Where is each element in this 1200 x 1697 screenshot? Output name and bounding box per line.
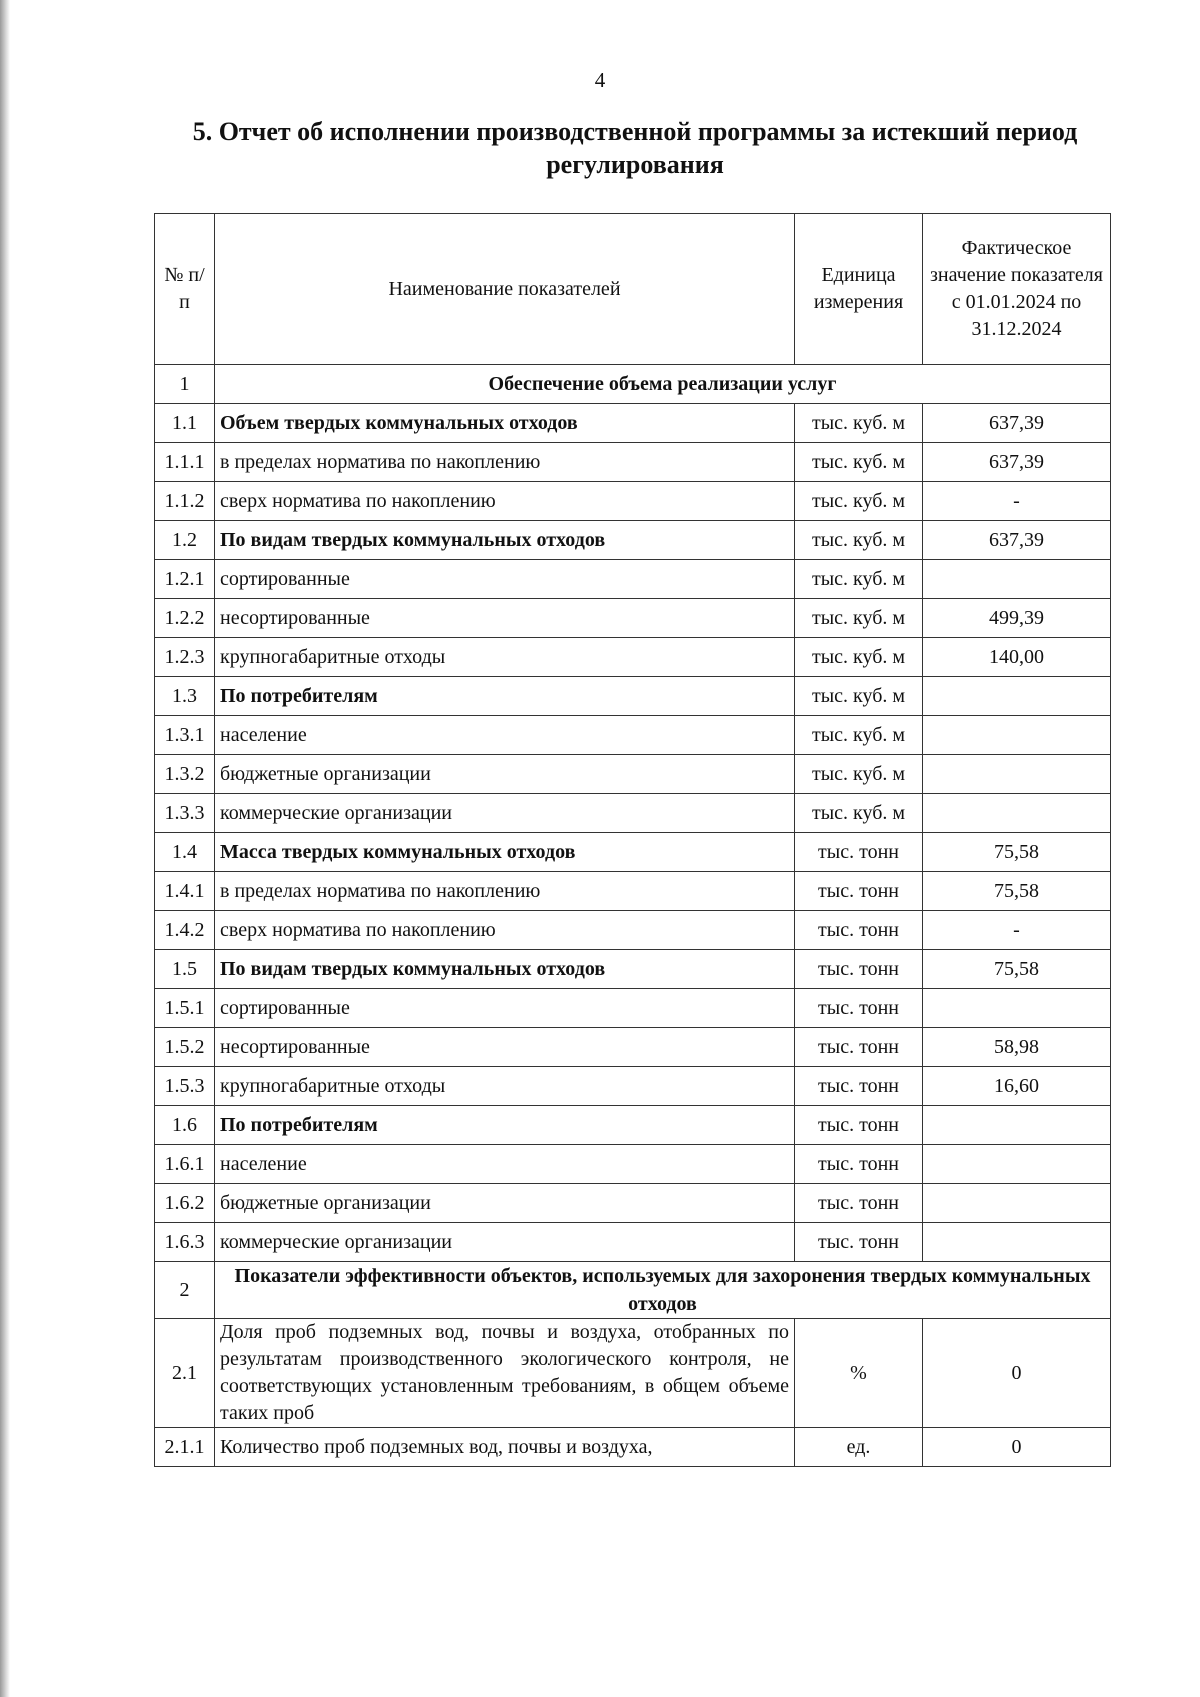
row-name: По потребителям bbox=[215, 1106, 795, 1145]
table-row bbox=[155, 599, 1111, 638]
table-body-section-2 bbox=[155, 1262, 1111, 1467]
row-name: крупногабаритные отходы bbox=[215, 638, 795, 677]
table-row bbox=[155, 443, 1111, 482]
section-num: 2 bbox=[155, 1262, 215, 1319]
section-title: Обеспечение объема реализации услуг bbox=[215, 365, 1111, 404]
header-row bbox=[155, 214, 1111, 365]
section-row bbox=[155, 1262, 1111, 1319]
row-num: 1.6.2 bbox=[155, 1184, 215, 1223]
row-value: 140,00 bbox=[923, 638, 1111, 677]
section-row bbox=[155, 365, 1111, 404]
row-value bbox=[923, 716, 1111, 755]
row-value: 75,58 bbox=[923, 833, 1111, 872]
row-name: коммерческие организации bbox=[215, 794, 795, 833]
table-row bbox=[155, 794, 1111, 833]
row-unit: тыс. тонн bbox=[795, 989, 923, 1028]
row-num: 2.1.1 bbox=[155, 1428, 215, 1467]
row-num: 1.1.2 bbox=[155, 482, 215, 521]
row-name: Доля проб подземных вод, почвы и воздуха, отобранных по результатам производственного экологического контроля, не соответствующих установленным требованиям, в общем объеме таких проб bbox=[215, 1319, 795, 1428]
row-value: 637,39 bbox=[923, 521, 1111, 560]
row-value: 0 bbox=[923, 1319, 1111, 1428]
row-unit: тыс. тонн bbox=[795, 1223, 923, 1262]
row-unit: тыс. куб. м bbox=[795, 755, 923, 794]
row-name: сортированные bbox=[215, 560, 795, 599]
row-unit: тыс. тонн bbox=[795, 1106, 923, 1145]
table-row bbox=[155, 1106, 1111, 1145]
row-num: 2.1 bbox=[155, 1319, 215, 1428]
page-number: 4 bbox=[594, 68, 606, 92]
section-title: Показатели эффективности объектов, используемых для захоронения твердых коммунальных отходов bbox=[215, 1262, 1111, 1319]
row-unit: % bbox=[795, 1319, 923, 1428]
row-num: 1.4.1 bbox=[155, 872, 215, 911]
section-num: 1 bbox=[155, 365, 215, 404]
header-unit: Единица измерения bbox=[795, 214, 923, 365]
row-name: в пределах норматива по накоплению bbox=[215, 443, 795, 482]
table-row bbox=[155, 950, 1111, 989]
row-num: 1.6 bbox=[155, 1106, 215, 1145]
row-num: 1.4.2 bbox=[155, 911, 215, 950]
row-name: бюджетные организации bbox=[215, 755, 795, 794]
row-num: 1.3.1 bbox=[155, 716, 215, 755]
table-row bbox=[155, 1223, 1111, 1262]
table-row bbox=[155, 755, 1111, 794]
row-num: 1.5 bbox=[155, 950, 215, 989]
table-row bbox=[155, 1184, 1111, 1223]
table-row bbox=[155, 872, 1111, 911]
row-name: сверх норматива по накоплению bbox=[215, 911, 795, 950]
row-value: 0 bbox=[923, 1428, 1111, 1467]
row-unit: тыс. куб. м bbox=[795, 560, 923, 599]
report-table bbox=[154, 213, 1111, 1467]
row-num: 1.5.1 bbox=[155, 989, 215, 1028]
table-row bbox=[155, 560, 1111, 599]
row-num: 1.1 bbox=[155, 404, 215, 443]
table-row bbox=[155, 521, 1111, 560]
row-value: 58,98 bbox=[923, 1028, 1111, 1067]
row-value: 637,39 bbox=[923, 404, 1111, 443]
row-num: 1.1.1 bbox=[155, 443, 215, 482]
row-value: - bbox=[923, 911, 1111, 950]
row-name: По потребителям bbox=[215, 677, 795, 716]
row-value: 637,39 bbox=[923, 443, 1111, 482]
row-num: 1.2.1 bbox=[155, 560, 215, 599]
row-value bbox=[923, 677, 1111, 716]
row-unit: тыс. тонн bbox=[795, 1028, 923, 1067]
table-row bbox=[155, 638, 1111, 677]
table-row bbox=[155, 677, 1111, 716]
row-value bbox=[923, 1223, 1111, 1262]
row-value: - bbox=[923, 482, 1111, 521]
page-title: 5. Отчет об исполнении производственной программы за истекший период регулирования bbox=[192, 117, 1078, 179]
row-name: бюджетные организации bbox=[215, 1184, 795, 1223]
table-body bbox=[155, 365, 1111, 1262]
row-unit: тыс. тонн bbox=[795, 1145, 923, 1184]
row-num: 1.5.3 bbox=[155, 1067, 215, 1106]
row-value bbox=[923, 989, 1111, 1028]
row-name: Масса твердых коммунальных отходов bbox=[215, 833, 795, 872]
row-name: По видам твердых коммунальных отходов bbox=[215, 521, 795, 560]
row-unit: тыс. тонн bbox=[795, 1184, 923, 1223]
row-unit: тыс. куб. м bbox=[795, 677, 923, 716]
row-name: в пределах норматива по накоплению bbox=[215, 872, 795, 911]
row-num: 1.4 bbox=[155, 833, 215, 872]
row-value bbox=[923, 1184, 1111, 1223]
row-unit: тыс. тонн bbox=[795, 872, 923, 911]
row-value bbox=[923, 755, 1111, 794]
row-unit: тыс. тонн bbox=[795, 833, 923, 872]
header-name: Наименование показателей bbox=[215, 214, 795, 365]
row-unit: тыс. куб. м bbox=[795, 638, 923, 677]
row-unit: тыс. куб. м bbox=[795, 521, 923, 560]
row-name: Количество проб подземных вод, почвы и воздуха, bbox=[215, 1428, 795, 1467]
row-name: Объем твердых коммунальных отходов bbox=[215, 404, 795, 443]
row-unit: тыс. куб. м bbox=[795, 482, 923, 521]
table-row bbox=[155, 1319, 1111, 1428]
row-value bbox=[923, 1106, 1111, 1145]
table-row bbox=[155, 989, 1111, 1028]
row-num: 1.2 bbox=[155, 521, 215, 560]
table-row bbox=[155, 482, 1111, 521]
row-value bbox=[923, 794, 1111, 833]
row-name: сортированные bbox=[215, 989, 795, 1028]
table-row bbox=[155, 1067, 1111, 1106]
row-value: 75,58 bbox=[923, 872, 1111, 911]
row-unit: тыс. тонн bbox=[795, 911, 923, 950]
row-num: 1.5.2 bbox=[155, 1028, 215, 1067]
table-row bbox=[155, 833, 1111, 872]
row-num: 1.3 bbox=[155, 677, 215, 716]
scan-edge bbox=[0, 0, 10, 1697]
row-value: 499,39 bbox=[923, 599, 1111, 638]
table-row bbox=[155, 1145, 1111, 1184]
row-unit: тыс. куб. м bbox=[795, 404, 923, 443]
header-value: Фактическое значение показателя с 01.01.2024 по 31.12.2024 bbox=[923, 214, 1111, 365]
row-unit: тыс. куб. м bbox=[795, 716, 923, 755]
row-num: 1.3.2 bbox=[155, 755, 215, 794]
row-name: население bbox=[215, 1145, 795, 1184]
row-num: 1.3.3 bbox=[155, 794, 215, 833]
row-unit: тыс. тонн bbox=[795, 950, 923, 989]
row-unit: тыс. куб. м bbox=[795, 599, 923, 638]
row-unit: тыс. куб. м bbox=[795, 443, 923, 482]
table-row bbox=[155, 911, 1111, 950]
row-value: 75,58 bbox=[923, 950, 1111, 989]
row-value bbox=[923, 560, 1111, 599]
row-name: сверх норматива по накоплению bbox=[215, 482, 795, 521]
row-name: крупногабаритные отходы bbox=[215, 1067, 795, 1106]
row-num: 1.6.3 bbox=[155, 1223, 215, 1262]
table-row bbox=[155, 1428, 1111, 1467]
row-value: 16,60 bbox=[923, 1067, 1111, 1106]
row-value bbox=[923, 1145, 1111, 1184]
row-unit: ед. bbox=[795, 1428, 923, 1467]
table-row bbox=[155, 1028, 1111, 1067]
row-name: несортированные bbox=[215, 599, 795, 638]
table-row bbox=[155, 404, 1111, 443]
row-num: 1.2.2 bbox=[155, 599, 215, 638]
row-num: 1.6.1 bbox=[155, 1145, 215, 1184]
row-name: коммерческие организации bbox=[215, 1223, 795, 1262]
row-unit: тыс. тонн bbox=[795, 1067, 923, 1106]
row-name: несортированные bbox=[215, 1028, 795, 1067]
row-name: население bbox=[215, 716, 795, 755]
row-num: 1.2.3 bbox=[155, 638, 215, 677]
table-row bbox=[155, 716, 1111, 755]
row-name: По видам твердых коммунальных отходов bbox=[215, 950, 795, 989]
row-unit: тыс. куб. м bbox=[795, 794, 923, 833]
header-num: № п/п bbox=[155, 214, 215, 365]
